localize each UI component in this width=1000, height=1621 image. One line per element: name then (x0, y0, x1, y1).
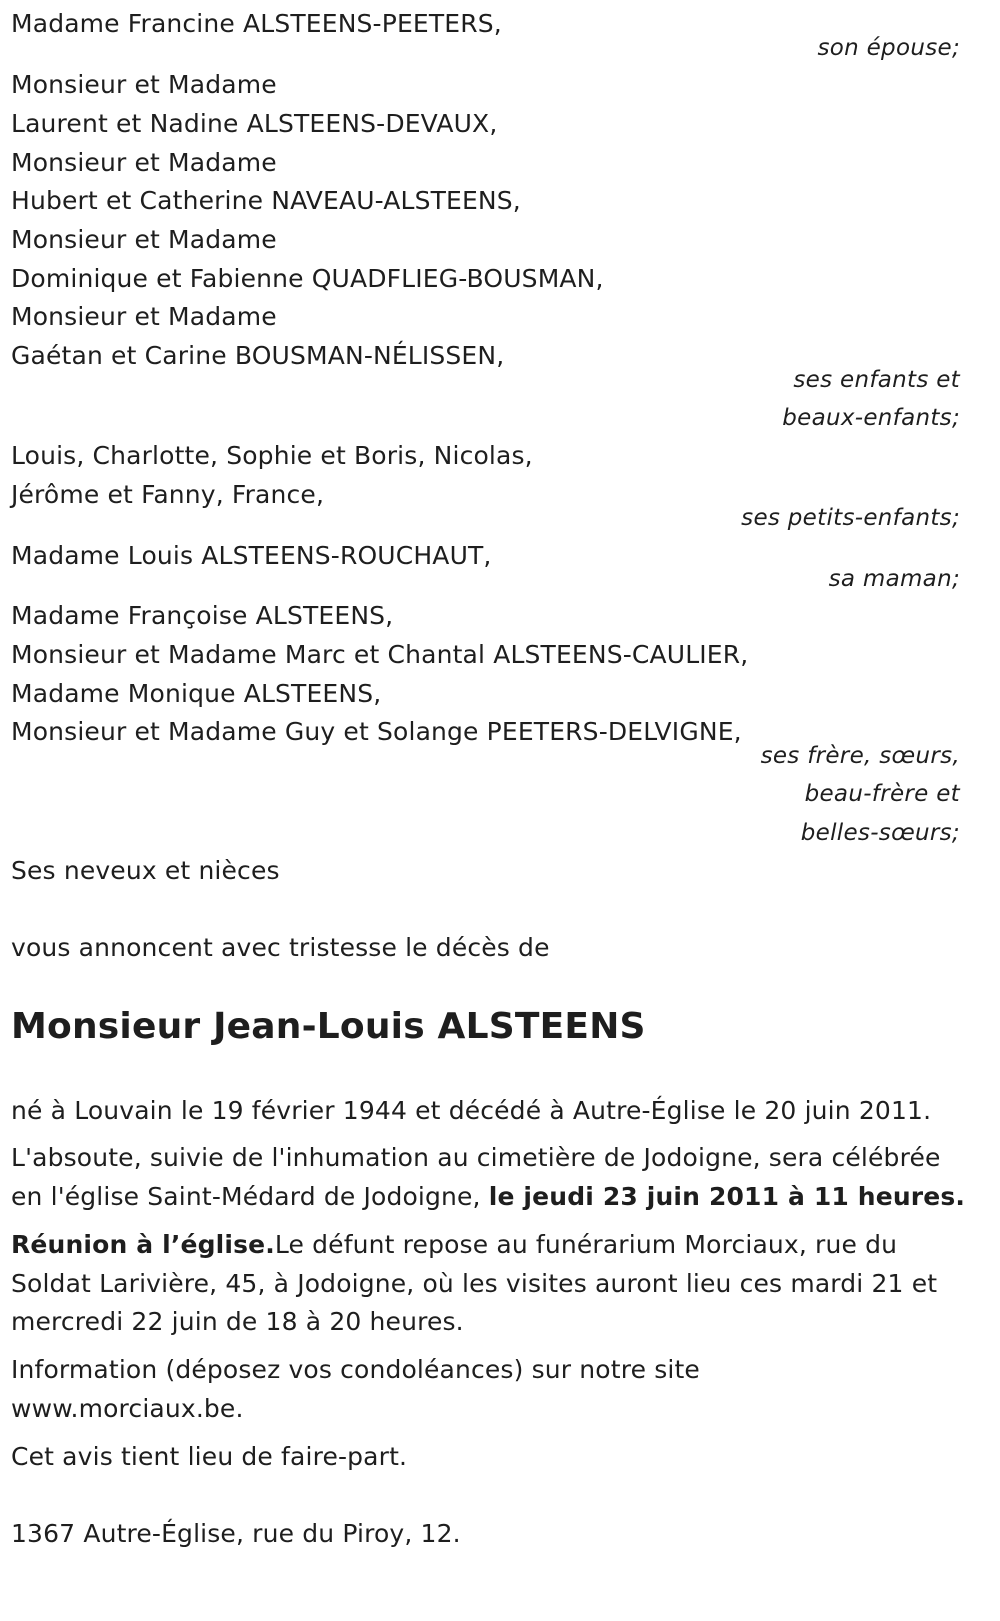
children-role: ses enfants et (793, 367, 960, 393)
grandchildren-line: Louis, Charlotte, Sophie et Boris, Nicolas, (11, 441, 533, 470)
grandchildren-line: Jérôme et Fanny, France, (11, 480, 325, 509)
address-line: 1367 Autre-Église, rue du Piroy, 12. (11, 1519, 461, 1548)
birth-death-line: né à Louvain le 19 février 1944 et décédé à Autre-Église le 20 juin 2011. (11, 1096, 932, 1125)
visit-line: Soldat Larivière, 45, à Jodoigne, où les visites auront lieu ces mardi 21 et (11, 1269, 938, 1298)
ceremony-line: L'absoute, suivie de l'inhumation au cimetière de Jodoigne, sera célébrée (11, 1143, 941, 1172)
siblings-role: belles-sœurs; (800, 820, 960, 846)
meeting-note: Réunion à l’église. (11, 1230, 275, 1259)
spouse-role: son épouse; (817, 35, 960, 61)
website-text: www.morciaux.be. (11, 1394, 244, 1423)
children-line: Monsieur et Madame (11, 225, 277, 254)
deceased-name: Monsieur Jean-Louis ALSTEENS (11, 1006, 646, 1047)
ceremony-datetime: le jeudi 23 juin 2011 à 11 heures. (488, 1182, 966, 1211)
sibling-line: Monsieur et Madame Guy et Solange PEETERS-DELVIGNE, (11, 717, 742, 746)
children-line: Laurent et Nadine ALSTEENS-DEVAUX, (11, 109, 498, 138)
mother-name: Madame Louis ALSTEENS-ROUCHAUT, (11, 541, 492, 570)
ceremony-location: en l'église Saint-Médard de Jodoigne, (11, 1182, 489, 1211)
children-line: Hubert et Catherine NAVEAU-ALSTEENS, (11, 186, 521, 215)
children-line: Gaétan et Carine BOUSMAN-NÉLISSEN, (11, 341, 505, 370)
announcement-intro: vous annoncent avec tristesse le décès de (11, 933, 550, 962)
grandchildren-role: ses petits-enfants; (741, 505, 960, 531)
siblings-role: beau-frère et (804, 781, 960, 807)
children-line: Monsieur et Madame (11, 148, 277, 177)
children-role: beaux-enfants; (782, 405, 960, 431)
nephews-line: Ses neveux et nièces (11, 856, 280, 885)
children-line: Dominique et Fabienne QUADFLIEG-BOUSMAN, (11, 264, 604, 293)
ceremony-line (11, 1182, 965, 1212)
spouse-name: Madame Francine ALSTEENS-PEETERS, (11, 9, 502, 38)
sibling-line: Madame Françoise ALSTEENS, (11, 601, 394, 630)
visit-line (11, 1230, 897, 1260)
visit-line: mercredi 22 juin de 18 à 20 heures. (11, 1307, 464, 1336)
notice-line: Cet avis tient lieu de faire-part. (11, 1442, 408, 1471)
sibling-line: Madame Monique ALSTEENS, (11, 679, 382, 708)
mother-role: sa maman; (828, 566, 960, 592)
sibling-line: Monsieur et Madame Marc et Chantal ALSTEENS-CAULIER, (11, 640, 749, 669)
children-line: Monsieur et Madame (11, 70, 277, 99)
info-line: Information (déposez vos condoléances) sur notre site (11, 1355, 700, 1384)
children-line: Monsieur et Madame (11, 302, 277, 331)
visit-text: Le défunt repose au funérarium Morciaux, rue du (274, 1230, 898, 1259)
siblings-role: ses frère, sœurs, (760, 743, 960, 769)
